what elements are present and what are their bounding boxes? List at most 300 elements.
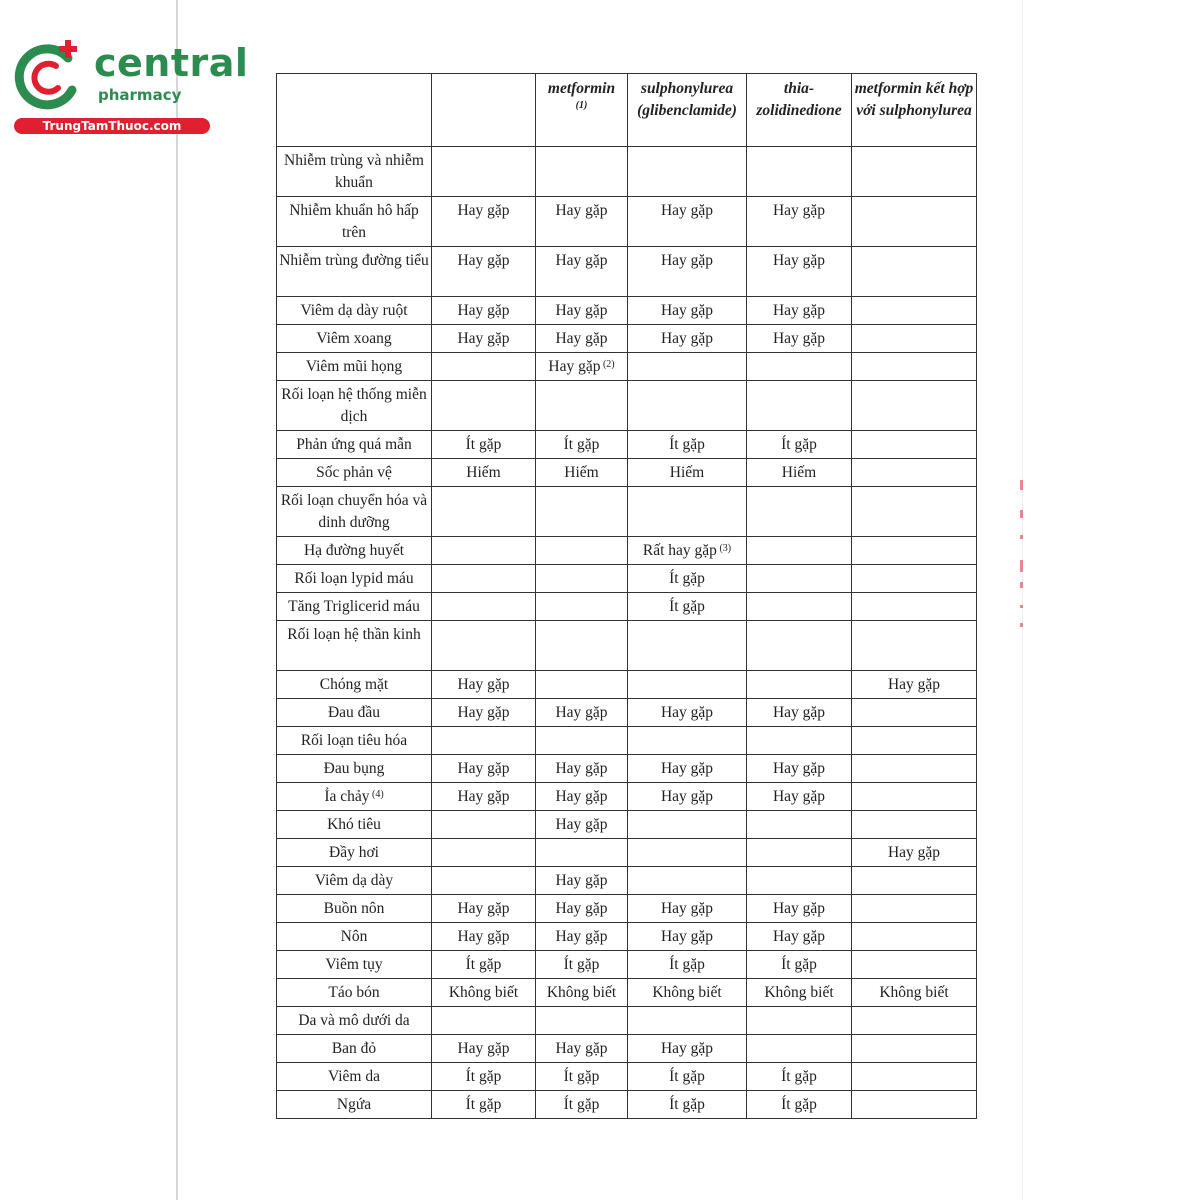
frequency-cell [432, 325, 536, 353]
reaction-label [277, 839, 432, 867]
frequency-cell [536, 459, 628, 487]
frequency-text: Ít gặp [563, 436, 600, 453]
frequency-text: Hay gặp [555, 788, 608, 805]
row-label-text: Viêm da [327, 1068, 380, 1085]
column-header-text: sulphonylurea (glibenclamide) [637, 80, 737, 119]
frequency-text: Hay gặp [555, 872, 608, 889]
frequency-cell [628, 621, 747, 671]
frequency-cell [852, 671, 977, 699]
frequency-text: Ít gặp [669, 1068, 705, 1085]
row-label-text: Nôn [340, 928, 368, 945]
frequency-text: Hay gặp [772, 330, 826, 347]
frequency-cell [852, 923, 977, 951]
table-row [277, 593, 977, 621]
frequency-text: Không biết [879, 984, 949, 1001]
reaction-label [277, 459, 432, 487]
table-row [277, 951, 977, 979]
frequency-text: Ít gặp [669, 956, 705, 973]
frequency-cell [536, 867, 628, 895]
frequency-text: Hay gặp [457, 676, 510, 693]
table-row [277, 565, 977, 593]
frequency-cell [432, 297, 536, 325]
frequency-cell [852, 537, 977, 565]
frequency-text: Hay gặp [457, 788, 510, 805]
frequency-cell [747, 537, 852, 565]
frequency-cell [747, 431, 852, 459]
logo-subtitle: pharmacy [98, 86, 182, 104]
frequency-text: Hay gặp [660, 302, 714, 319]
pharmacy-logo-icon [10, 38, 90, 118]
table-row [277, 431, 977, 459]
frequency-text: Hay gặp [660, 928, 714, 945]
column-header [277, 74, 432, 147]
frequency-text: Không biết [448, 984, 519, 1001]
reaction-label [277, 783, 432, 811]
frequency-cell [628, 923, 747, 951]
frequency-cell [628, 867, 747, 895]
frequency-cell [628, 1091, 747, 1119]
frequency-text: Hay gặp [887, 676, 941, 693]
frequency-cell [432, 565, 536, 593]
category-row [277, 147, 977, 197]
table-row [277, 979, 977, 1007]
table-row [277, 839, 977, 867]
reaction-label [277, 811, 432, 839]
frequency-cell [432, 923, 536, 951]
frequency-text: Ít gặp [669, 570, 705, 587]
category-label [277, 147, 432, 197]
frequency-cell [628, 459, 747, 487]
frequency-cell [747, 325, 852, 353]
frequency-text: Hay gặp [555, 202, 608, 219]
frequency-text: Hay gặp [457, 302, 510, 319]
frequency-cell [536, 353, 628, 381]
frequency-cell [536, 565, 628, 593]
frequency-cell [852, 487, 977, 537]
frequency-cell [536, 247, 628, 297]
table-row [277, 699, 977, 727]
frequency-cell [628, 839, 747, 867]
frequency-cell [852, 325, 977, 353]
frequency-cell [747, 247, 852, 297]
frequency-cell [852, 727, 977, 755]
frequency-text: Rất hay gặp [642, 542, 717, 559]
frequency-cell [852, 811, 977, 839]
frequency-text: Hay gặp [772, 202, 826, 219]
reaction-label [277, 565, 432, 593]
frequency-cell [536, 951, 628, 979]
reaction-label [277, 671, 432, 699]
column-header-text: thia-zolidinedione [756, 80, 842, 119]
frequency-cell [536, 431, 628, 459]
frequency-text: Ít gặp [781, 956, 817, 973]
frequency-text: Hay gặp [457, 202, 510, 219]
row-label-text: Viêm mũi họng [305, 358, 403, 375]
frequency-cell [852, 1063, 977, 1091]
page-edge [176, 0, 178, 1200]
frequency-text: Hay gặp [772, 928, 826, 945]
frequency-text: Ít gặp [465, 1096, 502, 1113]
frequency-cell [628, 353, 747, 381]
reaction-label [277, 297, 432, 325]
row-label-text: Ngứa [336, 1096, 372, 1113]
frequency-text: Không biết [764, 984, 834, 1001]
reaction-label [277, 1063, 432, 1091]
frequency-cell [432, 727, 536, 755]
frequency-text: Hay gặp [555, 928, 608, 945]
frequency-cell [432, 671, 536, 699]
table-row [277, 923, 977, 951]
frequency-cell [747, 297, 852, 325]
frequency-text: Ít gặp [781, 1068, 817, 1085]
frequency-cell [852, 565, 977, 593]
category-label [277, 621, 432, 671]
table-row [277, 867, 977, 895]
frequency-text: Hay gặp [660, 900, 714, 917]
footnote-marker: (2) [600, 359, 615, 370]
reaction-label [277, 895, 432, 923]
frequency-cell [852, 593, 977, 621]
reaction-label [277, 431, 432, 459]
frequency-cell [536, 895, 628, 923]
frequency-cell [432, 381, 536, 431]
frequency-text: Hay gặp [457, 928, 510, 945]
frequency-text: Hay gặp [772, 252, 826, 269]
frequency-cell [432, 1091, 536, 1119]
frequency-cell [747, 593, 852, 621]
frequency-cell [852, 895, 977, 923]
frequency-cell [852, 755, 977, 783]
frequency-cell [628, 325, 747, 353]
table-body [277, 147, 977, 1119]
frequency-cell [628, 593, 747, 621]
row-label-text: Khó tiêu [327, 816, 381, 833]
row-label-text: Viêm dạ dày ruột [300, 302, 408, 319]
row-label-text: Rối loạn hệ thống miễn dịch [281, 386, 427, 425]
frequency-cell [852, 867, 977, 895]
table-row [277, 459, 977, 487]
frequency-cell [628, 381, 747, 431]
row-label-text: Ỉa chảy [324, 788, 370, 805]
frequency-cell [432, 459, 536, 487]
frequency-cell [747, 755, 852, 783]
frequency-cell [747, 923, 852, 951]
frequency-cell [747, 895, 852, 923]
table-row [277, 537, 977, 565]
reaction-label [277, 1035, 432, 1063]
frequency-cell [628, 247, 747, 297]
reaction-label [277, 867, 432, 895]
frequency-cell [536, 979, 628, 1007]
table-row [277, 325, 977, 353]
row-label-text: Rối loạn tiêu hóa [300, 732, 408, 749]
frequency-text: Ít gặp [669, 1096, 705, 1113]
frequency-cell [628, 755, 747, 783]
frequency-cell [432, 147, 536, 197]
row-label-text: Chóng mặt [319, 676, 389, 693]
category-label [277, 1007, 432, 1035]
frequency-cell [628, 1035, 747, 1063]
reaction-label [277, 979, 432, 1007]
frequency-cell [536, 811, 628, 839]
frequency-cell [536, 593, 628, 621]
table-row [277, 1091, 977, 1119]
frequency-cell [747, 867, 852, 895]
frequency-cell [852, 839, 977, 867]
frequency-cell [432, 1035, 536, 1063]
column-header [536, 74, 628, 147]
column-header [747, 74, 852, 147]
row-label-text: Phản ứng quá mẫn [296, 436, 412, 453]
footnote-marker: (1) [575, 100, 588, 111]
row-label-text: Da và mô dưới da [298, 1012, 410, 1029]
frequency-cell [747, 951, 852, 979]
frequency-text: Hay gặp [457, 900, 510, 917]
frequency-text: Hiếm [564, 464, 599, 481]
frequency-text: Hay gặp [772, 302, 826, 319]
frequency-text: Hay gặp [555, 704, 608, 721]
table-header-row [277, 74, 977, 147]
frequency-cell [852, 1035, 977, 1063]
row-label-text: Nhiễm trùng đường tiểu [279, 252, 429, 269]
table-row [277, 353, 977, 381]
column-header [432, 74, 536, 147]
frequency-cell [536, 839, 628, 867]
frequency-text: Ít gặp [781, 436, 817, 453]
frequency-cell [628, 297, 747, 325]
frequency-cell [852, 951, 977, 979]
frequency-cell [852, 1007, 977, 1035]
frequency-text: Hay gặp [887, 844, 941, 861]
row-label-text: Viêm tụy [325, 956, 383, 973]
frequency-text: Hay gặp [772, 704, 826, 721]
footnote-marker: (3) [716, 543, 732, 554]
row-label-text: Nhiễm khuẩn hô hấp trên [289, 202, 419, 241]
category-row [277, 487, 977, 537]
row-label-text: Đau đầu [327, 704, 381, 721]
reaction-label [277, 951, 432, 979]
frequency-cell [432, 537, 536, 565]
frequency-cell [628, 727, 747, 755]
frequency-cell [628, 951, 747, 979]
frequency-cell [536, 487, 628, 537]
frequency-cell [536, 621, 628, 671]
table-row [277, 811, 977, 839]
frequency-cell [628, 537, 747, 565]
row-label-text: Rối loạn chuyển hóa và dinh dưỡng [280, 492, 428, 531]
frequency-cell [747, 381, 852, 431]
frequency-cell [628, 487, 747, 537]
frequency-cell [852, 197, 977, 247]
category-label [277, 381, 432, 431]
frequency-text: Hay gặp [555, 252, 608, 269]
reaction-label [277, 537, 432, 565]
logo-wordmark: central [94, 41, 249, 85]
frequency-cell [432, 487, 536, 537]
row-label-text: Đầy hơi [329, 844, 379, 861]
frequency-cell [432, 353, 536, 381]
frequency-cell [747, 197, 852, 247]
frequency-cell [628, 1007, 747, 1035]
frequency-cell [852, 147, 977, 197]
frequency-cell [852, 247, 977, 297]
row-label-text: Viêm dạ dày [314, 872, 394, 889]
frequency-text: Ít gặp [563, 956, 600, 973]
frequency-cell [747, 811, 852, 839]
frequency-text: Ít gặp [669, 598, 705, 615]
frequency-cell [628, 147, 747, 197]
frequency-cell [432, 979, 536, 1007]
frequency-text: Hay gặp [660, 1040, 714, 1057]
frequency-cell [747, 699, 852, 727]
frequency-cell [628, 699, 747, 727]
column-header-text: metformin [547, 80, 616, 97]
reaction-label [277, 1091, 432, 1119]
frequency-cell [432, 839, 536, 867]
frequency-cell [747, 1063, 852, 1091]
category-row [277, 727, 977, 755]
row-label-text: Rối loạn lypid máu [294, 570, 414, 587]
frequency-cell [432, 1063, 536, 1091]
frequency-text: Hay gặp [660, 330, 714, 347]
frequency-cell [747, 621, 852, 671]
frequency-cell [747, 783, 852, 811]
category-label [277, 487, 432, 537]
frequency-cell [747, 147, 852, 197]
frequency-text: Hay gặp [555, 1040, 608, 1057]
frequency-cell [747, 839, 852, 867]
central-pharmacy-logo [10, 38, 249, 138]
frequency-cell [628, 895, 747, 923]
table-row [277, 197, 977, 247]
adverse-reactions-table [276, 73, 977, 1119]
row-label-text: Sốc phản vệ [316, 464, 392, 481]
frequency-text: Ít gặp [669, 436, 705, 453]
category-row [277, 1007, 977, 1035]
frequency-cell [432, 197, 536, 247]
frequency-cell [536, 297, 628, 325]
frequency-text: Ít gặp [781, 1096, 817, 1113]
frequency-cell [852, 431, 977, 459]
reaction-label [277, 755, 432, 783]
frequency-cell [852, 459, 977, 487]
frequency-cell [432, 247, 536, 297]
frequency-cell [536, 699, 628, 727]
frequency-cell [536, 1035, 628, 1063]
frequency-cell [852, 297, 977, 325]
frequency-cell [852, 783, 977, 811]
frequency-cell [747, 1091, 852, 1119]
frequency-text: Hay gặp [555, 760, 608, 777]
frequency-cell [536, 1007, 628, 1035]
frequency-cell [432, 867, 536, 895]
table-row [277, 297, 977, 325]
column-header [852, 74, 977, 147]
footnote-marker: (4) [369, 789, 384, 800]
frequency-cell [432, 431, 536, 459]
frequency-text: Không biết [652, 984, 722, 1001]
frequency-cell [536, 923, 628, 951]
row-label-text: Đau bụng [323, 760, 385, 777]
frequency-cell [852, 381, 977, 431]
frequency-cell [536, 537, 628, 565]
frequency-text: Ít gặp [465, 436, 502, 453]
frequency-cell [432, 811, 536, 839]
table-row [277, 1035, 977, 1063]
frequency-cell [747, 353, 852, 381]
frequency-text: Hay gặp [660, 704, 714, 721]
column-header-text: metformin kết hợp với sulphonylurea [854, 80, 974, 119]
frequency-cell [747, 565, 852, 593]
frequency-cell [432, 593, 536, 621]
frequency-text: Hay gặp [555, 302, 608, 319]
reaction-label [277, 353, 432, 381]
frequency-cell [536, 381, 628, 431]
frequency-text: Hay gặp [555, 900, 608, 917]
frequency-cell [628, 197, 747, 247]
frequency-text: Hay gặp [555, 330, 608, 347]
frequency-cell [747, 487, 852, 537]
frequency-cell [536, 147, 628, 197]
frequency-cell [432, 621, 536, 671]
frequency-cell [852, 699, 977, 727]
frequency-text: Ít gặp [465, 1068, 502, 1085]
frequency-cell [536, 1063, 628, 1091]
margin-marks [1018, 480, 1026, 630]
frequency-cell [536, 727, 628, 755]
frequency-text: Hay gặp [772, 900, 826, 917]
frequency-cell [536, 325, 628, 353]
frequency-cell [747, 1007, 852, 1035]
row-label-text: Hạ đường huyết [303, 542, 405, 559]
frequency-text: Hiếm [466, 464, 501, 481]
frequency-cell [747, 979, 852, 1007]
frequency-text: Hiếm [669, 464, 705, 481]
frequency-text: Ít gặp [465, 956, 502, 973]
frequency-text: Hay gặp [772, 760, 826, 777]
table-row [277, 671, 977, 699]
frequency-cell [747, 1035, 852, 1063]
row-label-text: Viêm xoang [316, 330, 392, 347]
frequency-text: Hay gặp [772, 788, 826, 805]
frequency-cell [628, 783, 747, 811]
table-row [277, 1063, 977, 1091]
frequency-text: Hay gặp [457, 1040, 510, 1057]
logo-url-badge: TrungTamThuoc.com [14, 118, 210, 134]
frequency-cell [628, 811, 747, 839]
frequency-cell [852, 621, 977, 671]
frequency-cell [536, 783, 628, 811]
frequency-cell [747, 459, 852, 487]
frequency-text: Ít gặp [563, 1068, 600, 1085]
reaction-label [277, 923, 432, 951]
table-row [277, 783, 977, 811]
frequency-cell [747, 671, 852, 699]
frequency-cell [628, 979, 747, 1007]
table-row [277, 895, 977, 923]
frequency-text: Hay gặp [457, 704, 510, 721]
reaction-label [277, 325, 432, 353]
frequency-text: Hay gặp [660, 788, 714, 805]
frequency-cell [852, 1091, 977, 1119]
frequency-cell [852, 979, 977, 1007]
frequency-cell [432, 951, 536, 979]
frequency-cell [536, 755, 628, 783]
frequency-cell [432, 895, 536, 923]
frequency-cell [747, 727, 852, 755]
frequency-text: Ít gặp [563, 1096, 600, 1113]
category-label [277, 727, 432, 755]
